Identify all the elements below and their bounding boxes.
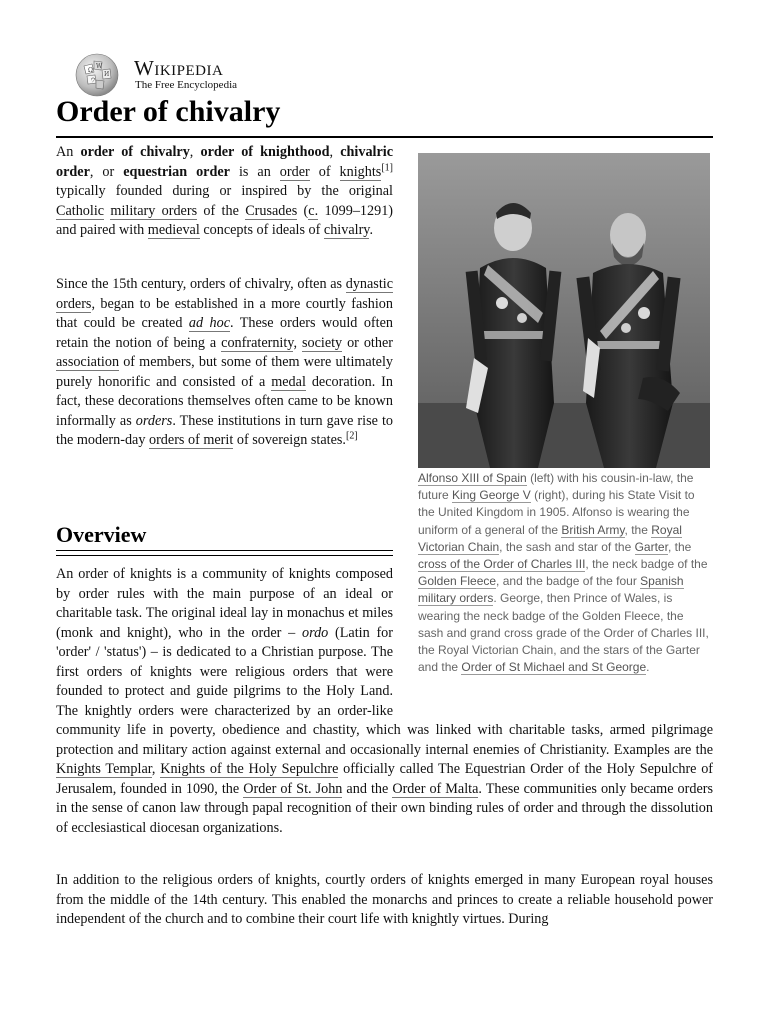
section-divider <box>56 550 393 556</box>
link-order-charles-iii[interactable]: cross of the Order of Charles III <box>418 557 586 572</box>
link-alfonso-xiii[interactable]: Alfonso XIII of Spain <box>418 471 527 485</box>
reference-2[interactable]: [2] <box>345 430 358 442</box>
wordmark: Wikipedia <box>134 56 224 80</box>
link-circa[interactable]: c. <box>308 202 319 219</box>
link-medal[interactable]: medal <box>271 373 306 390</box>
link-knights-templar[interactable]: Knights Templar <box>56 761 152 777</box>
tagline: The Free Encyclopedia <box>135 79 238 91</box>
page-title: Order of chivalry <box>56 95 281 128</box>
link-medieval[interactable]: medieval <box>147 222 200 238</box>
link-order-st-john[interactable]: Order of St. John <box>243 780 343 797</box>
photo-alfonso-and-george[interactable] <box>418 153 710 468</box>
reference-1[interactable]: [1] <box>381 161 393 173</box>
link-chivalry[interactable]: chivalry <box>323 222 370 238</box>
intro-paragraph-1: An order of chivalry, order of knighthood, chivalric order, or equestrian order is an order of knights[1] typically founded during or inspired by the original Catholic military orders of the Crusades (c. 1099–1291) and paired with medieval concepts of ideals of chivalry. <box>56 144 394 238</box>
link-golden-fleece[interactable]: Golden Fleece <box>418 574 497 589</box>
link-orders-of-merit[interactable]: orders of merit <box>148 432 234 448</box>
overview-paragraph-1: An order of knights is a community of knights composed by order rules with the main purpose of an ideal or charitable task. The original ideal lay in monachus et miles (monk and knight), who in the order – ordo (Latin for 'order' / 'status') – is dedicated to a Christian purpose. The first orders of knights were religious orders that were founded to protect and guide pilgrims to the Holy Land. The knightly orders were characterized by an order-like community life in poverty, obedience and chastity, which was linked with charitable tasks, armed pilgrimage protection and military action against external and occasionally internal enemies of Christianity. Examples are the Knights Templar, Knights of the Holy Sepulchre officially called The Equestrian Order of the Holy Sepulchre of Jerusalem, founded in 1090, the Order of St. John and the Order of Malta. These communities only became orders in the sense of canon law through papal recognition of their own binding rules of order and through the dissolution of ecclesiastical diocesan organizations. <box>56 566 714 836</box>
svg-text:ウ: ウ <box>90 77 97 84</box>
title-divider <box>56 136 713 138</box>
overview-paragraph-2: In addition to the religious orders of knights, courtly orders of knights emerged in many European royal houses from the middle of the 14th century. This enabled the monarchs and princes to create a reliable household power independent of the church and to combine their court life with knightly virtues. During <box>56 872 713 927</box>
link-garter[interactable]: Garter <box>634 539 668 554</box>
wikipedia-globe-icon <box>74 52 120 98</box>
link-knights-holy-sepulchre[interactable]: Knights of the Holy Sepulchre <box>160 761 339 777</box>
figure-caption: Alfonso XIII of Spain (left) with his cousin-in-law, the future King George V (right), during his State Visit to the United Kingdom in 1905. Alfonso is wearing the uniform of a general of the British Army, the Royal Victorian Chain, the sash and star of the Garter, the cross of the Order of Charles III, the neck badge of the Golden Fleece, and the badge of the four Spanish military orders. George, then Prince of Wales, is wearing the neck badge of the Golden Fleece, the sash and grand cross grade of the Order of Charles III, the Royal Victorian Chain, and the stars of the Garter and the Order of St Michael and St George. <box>418 471 709 675</box>
link-catholic[interactable]: Catholic <box>56 202 105 219</box>
link-association[interactable]: association <box>56 354 120 370</box>
svg-text:W: W <box>96 63 103 70</box>
link-spanish-military-orders[interactable]: Spanish military orders <box>418 574 684 606</box>
svg-text:И: И <box>104 71 110 78</box>
link-king-george-v[interactable]: King George V <box>452 488 531 503</box>
link-dynastic-orders[interactable]: dynastic orders <box>56 276 393 312</box>
intro-paragraph-2: Since the 15th century, orders of chivalry, often as dynastic orders, began to be established in a more courtly fashion that could be created ad hoc. These orders would often retain the notion of being a confraternity, society or other association of members, but some of them were ultimately purely honorific and consisted of a medal decoration. In fact, these decorations themselves often came to be known informally as orders. These institutions in turn gave rise to the modern-day orders of merit of sovereign states.[2] <box>56 276 393 448</box>
section-heading-overview: Overview <box>56 522 147 547</box>
link-british-army[interactable]: British Army <box>561 522 625 537</box>
svg-text:Ω: Ω <box>88 67 93 74</box>
link-ad-hoc[interactable]: ad hoc <box>188 315 230 331</box>
link-military-orders[interactable]: military orders <box>110 202 198 219</box>
link-royal-victorian-chain[interactable]: Royal Victorian Chain <box>418 522 682 554</box>
intro-paragraph-1-block <box>56 143 393 241</box>
overview-paragraph-2-block <box>56 871 713 930</box>
link-order-of-malta[interactable]: Order of Malta <box>392 780 479 797</box>
link-order[interactable]: order <box>279 163 310 180</box>
link-society[interactable]: society <box>301 334 343 351</box>
figure <box>418 153 710 676</box>
intro-paragraph-2-block <box>56 275 393 451</box>
link-confraternity[interactable]: confraternity <box>221 334 294 351</box>
link-order-st-michael-st-george[interactable]: Order of St Michael and St George <box>461 660 647 675</box>
link-crusades[interactable]: Crusades <box>245 202 298 219</box>
link-knights[interactable]: knights <box>339 163 382 180</box>
